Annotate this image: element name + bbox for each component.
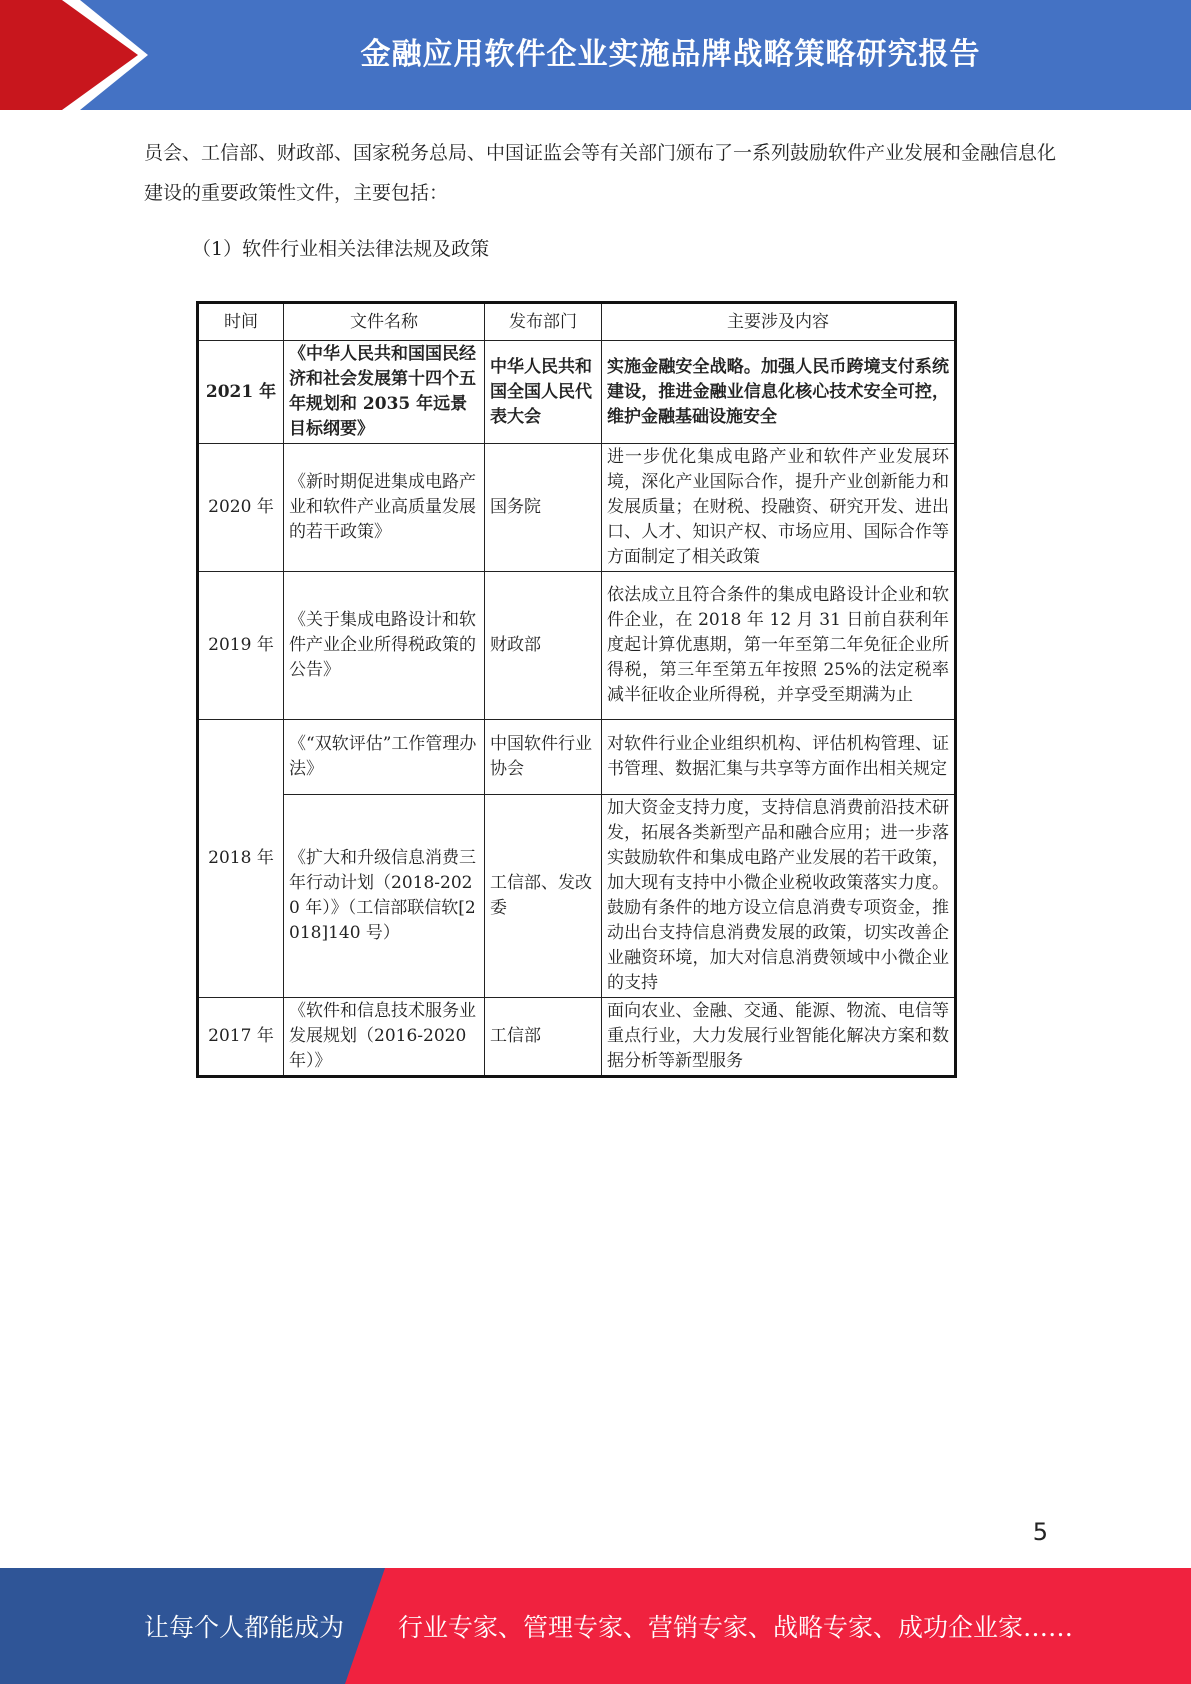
- row-year: 2017 年: [198, 998, 284, 1077]
- row-doc: 《新时期促进集成电路产业和软件产业高质量发展的若干政策》: [284, 444, 485, 572]
- footer-slogan-right: 行业专家、管理专家、营销专家、战略专家、成功企业家……: [398, 1613, 1074, 1642]
- row-year: 2021 年: [198, 341, 284, 444]
- row-doc: 《软件和信息技术服务业发展规划（2016-2020 年）》: [284, 998, 485, 1077]
- row-dept: 中华人民共和国全国人民代表大会: [485, 341, 602, 444]
- row-dept: 工信部、发改委: [485, 795, 602, 998]
- row-doc: 《关于集成电路设计和软件产业企业所得税政策的公告》: [284, 572, 485, 720]
- row-year: 2020 年: [198, 444, 284, 572]
- table-row: [198, 795, 956, 998]
- header-time: 时间: [198, 303, 284, 341]
- intro-paragraph: 员会、工信部、财政部、国家税务总局、中国证监会等有关部门颁布了一系列鼓励软件产业发展和金融信息化建设的重要政策性文件，主要包括：: [144, 142, 1057, 204]
- row-doc: 《中华人民共和国国民经济和社会发展第十四个五年规划和 2035 年远景目标纲要》: [284, 341, 485, 444]
- row-dept: 财政部: [485, 572, 602, 720]
- row-doc: 《扩大和升级信息消费三年行动计划（2018-2020 年）》（工信部联信软[2018]140 号）: [284, 795, 485, 998]
- table-row: [198, 720, 956, 795]
- row-content: 依法成立且符合条件的集成电路设计企业和软件企业，在 2018 年 12 月 31 日前自获利年度起计算优惠期，第一年至第二年免征企业所得税，第三年至第五年按照 25%的法定税率减半征收企业所得税，并享受至期满为止: [602, 572, 956, 720]
- table-row: [198, 572, 956, 720]
- header-banner: [0, 0, 1191, 110]
- policy-table: [196, 301, 957, 1078]
- row-doc: 《“双软评估”工作管理办法》: [284, 720, 485, 795]
- row-dept: 中国软件行业协会: [485, 720, 602, 795]
- table-header-row: [198, 303, 956, 341]
- table-row: [198, 998, 956, 1077]
- footer-slogan-left: 让每个人都能成为: [144, 1613, 345, 1642]
- row-content: 面向农业、金融、交通、能源、物流、电信等重点行业，大力发展行业智能化解决方案和数据分析等新型服务: [602, 998, 956, 1077]
- section-subheading: （1）软件行业相关法律法规及政策: [192, 238, 490, 260]
- header-doc-name: 文件名称: [284, 303, 485, 341]
- table-row: [198, 341, 956, 444]
- footer-banner: [0, 1568, 1191, 1684]
- row-content: 进一步优化集成电路产业和软件产业发展环境，深化产业国际合作，提升产业创新能力和发展质量；在财税、投融资、研究开发、进出口、人才、知识产权、市场应用、国际合作等方面制定了相关政策: [602, 444, 956, 572]
- row-content: 实施金融安全战略。加强人民币跨境支付系统建设，推进金融业信息化核心技术安全可控，维护金融基础设施安全: [602, 341, 956, 444]
- row-dept: 国务院: [485, 444, 602, 572]
- row-year: 2019 年: [198, 572, 284, 720]
- page-number: 5: [1032, 1518, 1048, 1546]
- row-year: 2018 年: [198, 720, 284, 998]
- header-content: 主要涉及内容: [602, 303, 956, 341]
- report-title: 金融应用软件企业实施品牌战略策略研究报告: [360, 37, 981, 72]
- header-department: 发布部门: [485, 303, 602, 341]
- table-row: [198, 444, 956, 572]
- row-dept: 工信部: [485, 998, 602, 1077]
- row-content: 对软件行业企业组织机构、评估机构管理、证书管理、数据汇集与共享等方面作出相关规定: [602, 720, 956, 795]
- row-content: 加大资金支持力度，支持信息消费前沿技术研发，拓展各类新型产品和融合应用；进一步落实鼓励软件和集成电路产业发展的若干政策，加大现有支持中小微企业税收政策落实力度。鼓励有条件的地方设立信息消费专项资金，推动出台支持信息消费发展的政策，切实改善企业融资环境，加大对信息消费领域中小微企业的支持: [602, 795, 956, 998]
